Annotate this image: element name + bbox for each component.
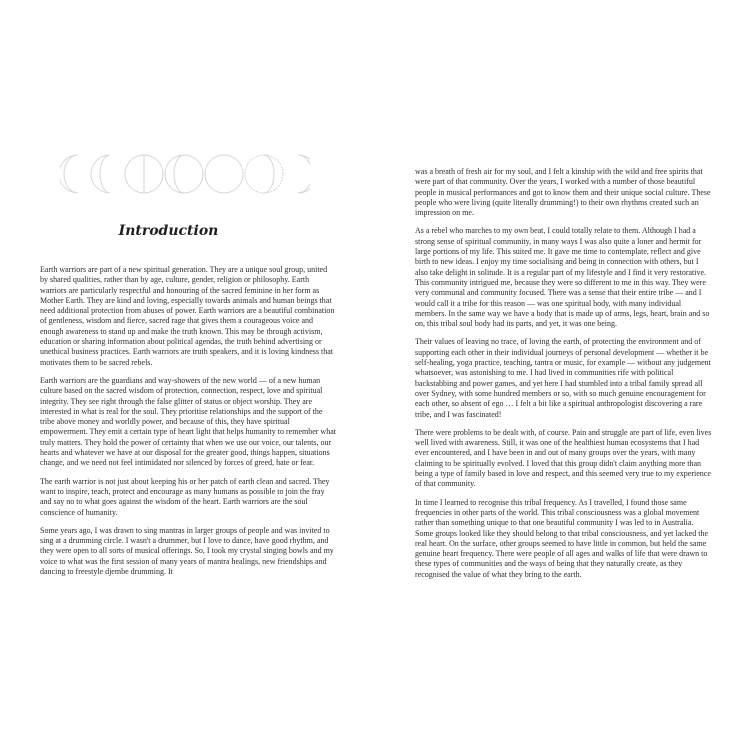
left-page-text <box>40 265 336 585</box>
moon-phases-icon <box>60 152 310 196</box>
paragraph: Earth warriors are the guardians and way-showers of the new world — of a new human culture based on the sacred wisdom of protection, connection, respect, love and spiritual integrity. They see right through the false glitter of status or object worship. They are interested in what is real for the soul. They prioritise relationships and the support of the tribe above money and worldly power, and because of this, they have spiritual empowerment. They emit a certain type of heart light that helps humanity to remember what truly matters. They hold the power of certainty that when we use our voice, our talents, our hearts and whatever we have at our disposal for the greater good, things happen, situations change, and we need not feel intimidated nor silenced by forces of greed, hate or fear. <box>40 375 336 468</box>
paragraph: As a rebel who marches to my own beat, I could totally relate to them. Although I had a strong sense of spiritual community, in many ways I was also quite a loner and hermit for large portions of my life. This suited me. It gave me time to contemplate, reflect and give birth to new ideas. I enjoy my time socialising and being in connection with others, but I also take delight in solitude. It is a regular part of my lifestyle and I find it very restorative. This community intrigued me, because they were so different to me in this way. They were very communal and community focused. There was a sense that their entire tribe — and I would call it a tribe for this reason — was one spiritual body, with many individual members. In the same way we have a body that is made up of arms, legs, heart, brain and so on, this tribal soul body had its parts, and yet, it was one being. <box>415 226 710 329</box>
right-page-text <box>415 167 712 588</box>
paragraph: In time I learned to recognise this tribal frequency. As I travelled, I found those same frequencies in other parts of the world. This tribal consciousness was a global movement rather than something unique to that one beautiful community I was led to in Australia. Some groups looked like they should belong to that tribal consciousness, and yet lacked the real heart. On the surface, other groups seemed to have little in common, but held the same genuine heart frequency. There were people of all ages and walks of life that were drawn to these types of communities and the ways of being that they naturally create, as they recognised the value of what they bring to the earth. <box>415 497 709 579</box>
paragraph: Earth warriors are part of a new spiritual generation. They are a unique soul group, united by shared qualities, rather than by age, culture, gender, religion or philosophy. Earth warriors are particularly respectful and honouring of the sacred feminine in her form as Mother Earth. They are kind and loving, especially towards animals and human beings that need additional protection from abuses of power. Earth warriors are a beautiful combination of gentleness, wisdom and fierce, sacred rage that gives them a courageous voice and enough awareness to stand up and make the truth known. This may be through activism, education or sharing information about political agendas, the truth behind advertising or unethical business practices. Earth warriors are truth speakers, and it is loving kindness that motivates them to be sacred rebels. <box>40 265 335 367</box>
paragraph: There were problems to be dealt with, of course. Pain and struggle are part of life, even lives well lived with awareness. Still, it was one of the healthiest human ecosystems that I had ever encountered, and I have been in and out of many groups over the years, with many claiming to be spiritually evolved. I loved that this group didn't claim anything more than being a type of family based in love and respect, and this seemed very true to my experience of that community. <box>415 427 712 489</box>
paragraph: was a breath of fresh air for my soul, and I felt a kinship with the wild and free spirits that were part of that community. Over the years, I worked with a number of those beautiful people in musical performances and got to know them and their unique social culture. These people who were living (quite literally drumming!) to their own rhythms created such an impression on me. <box>415 167 711 218</box>
paragraph: Some years ago, I was drawn to sing mantras in larger groups of people and was invited to sing at a drumming circle. I wasn't a drummer, but I love to dance, have good rhythm, and they were open to all sorts of musical offerings. So, I took my crystal singing bowls and my voice to what was the first session of many years of mantra healings, new friendships and dancing to freestyle djembe drumming. It <box>40 525 334 577</box>
chapter-title: Introduction <box>118 223 219 239</box>
paragraph: Their values of leaving no trace, of loving the earth, of protecting the environment and of supporting each other in their individual journeys of personal development — whether it be self-healing, yoga practice, teaching, tantra or music, for example — without any judgement whatsoever, was astonishing to me. I had lived in communities rife with political backstabbing and power games, and yet here I had stumbled into a tribal family spread all over Sydney, with some hundred members or so, with so much genuine encouragement for each other, so absent of ego … I felt a bit like a spiritual anthropologist discovering a rare tribe, and I was fascinated! <box>415 337 711 419</box>
paragraph: The earth warrior is not just about keeping his or her patch of earth clean and sacred. They want to inspire, teach, protect and encourage as many humans as possible to join the fray and say no to what goes against the wisdom of the heart. Earth warriors are the soul conscience of humanity. <box>40 476 330 517</box>
